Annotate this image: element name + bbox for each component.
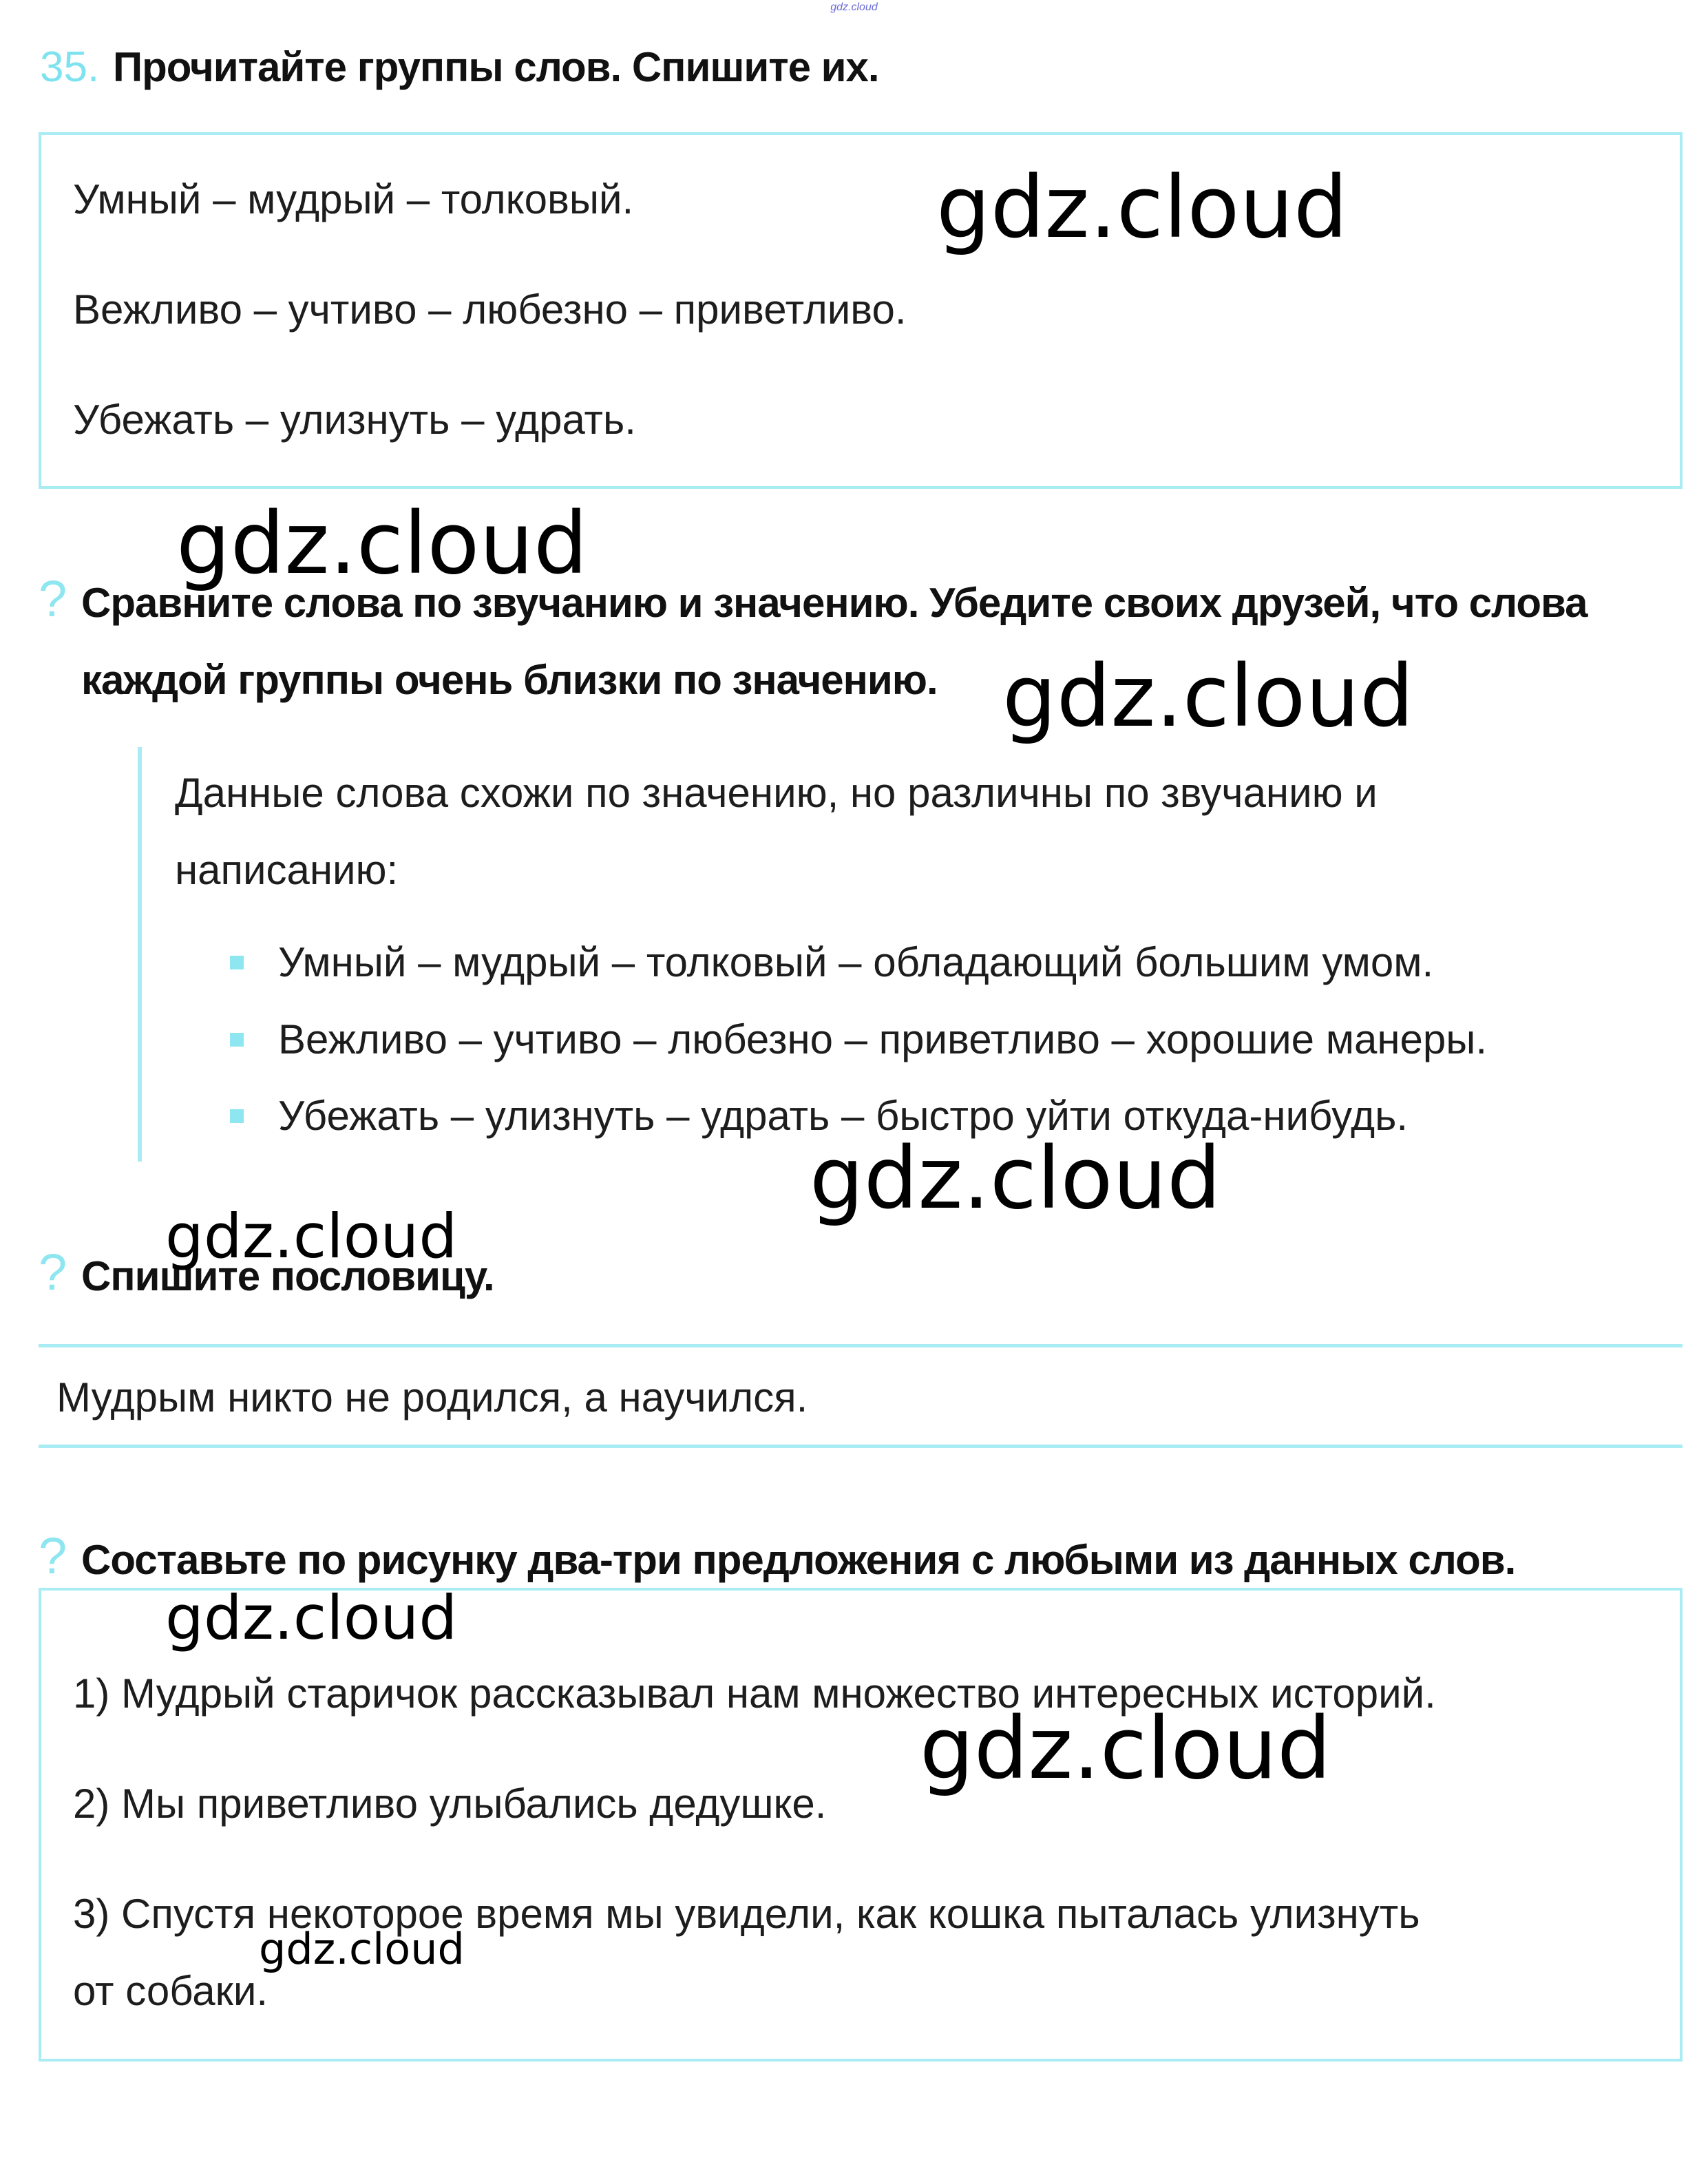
bullet-icon bbox=[230, 956, 244, 969]
answer-1-line-2: написанию: bbox=[175, 847, 399, 893]
sentence-2: 2) Мы приветливо улыбались дедушке. bbox=[73, 1781, 827, 1827]
task-number: 35. bbox=[40, 43, 100, 91]
question-3-text: Составьте по рисунку два-три предложения с любыми из данных слов. bbox=[81, 1537, 1516, 1583]
bullet-icon bbox=[230, 1109, 244, 1123]
answer-bar bbox=[138, 747, 142, 1162]
word-group-3: Убежать – улизнуть – удрать. bbox=[73, 397, 636, 443]
question-mark-icon: ? bbox=[39, 570, 67, 627]
question-1-line-1: Сравните слова по звучанию и значению. Убедите своих друзей, что слова bbox=[81, 580, 1588, 626]
sentence-3: 3) Спустя некоторое время мы увидели, как кошка пыталась улизнуть bbox=[73, 1891, 1420, 1937]
question-1-line-2: каждой группы очень близки по значению. bbox=[81, 657, 938, 703]
word-group-2: Вежливо – учтиво – любезно – приветливо. bbox=[73, 286, 907, 333]
answer-item-1: Умный – мудрый – толковый – обладающий большим умом. bbox=[278, 939, 1434, 985]
sentence-1: 1) Мудрый старичок рассказывал нам множество интересных историй. bbox=[73, 1670, 1436, 1717]
task-title: Прочитайте группы слов. Спишите их. bbox=[113, 44, 879, 90]
sentence-3-continued: от собаки. bbox=[73, 1968, 268, 2014]
answer-item-2: Вежливо – учтиво – любезно – приветливо – хорошие манеры. bbox=[278, 1016, 1487, 1062]
bullet-icon bbox=[230, 1033, 244, 1047]
proverb-bottom-line bbox=[39, 1445, 1683, 1448]
watermark: gdz.cloud bbox=[1002, 647, 1414, 746]
word-group-1: Умный – мудрый – толковый. bbox=[73, 176, 634, 222]
question-2-text: Спишите пословицу. bbox=[81, 1253, 494, 1299]
question-mark-icon: ? bbox=[39, 1527, 67, 1584]
watermark: gdz.cloud bbox=[259, 1924, 465, 1974]
answer-item-3: Убежать – улизнуть – удрать – быстро уйти откуда-нибудь. bbox=[278, 1093, 1409, 1139]
question-mark-icon: ? bbox=[39, 1244, 67, 1301]
proverb-top-line bbox=[39, 1344, 1683, 1347]
watermark: gdz.cloud bbox=[810, 1129, 1221, 1228]
watermark: gdz.cloud bbox=[176, 494, 588, 594]
watermark: gdz.cloud bbox=[920, 1699, 1331, 1798]
answer-1-line-1: Данные слова схожи по значению, но различны по звучанию и bbox=[175, 770, 1378, 816]
proverb-answer: Мудрым никто не родился, а научился. bbox=[56, 1374, 808, 1420]
watermark: gdz.cloud bbox=[165, 1201, 458, 1272]
site-mark: gdz.cloud bbox=[830, 1, 878, 13]
watermark: gdz.cloud bbox=[165, 1582, 458, 1653]
watermark: gdz.cloud bbox=[936, 158, 1348, 258]
